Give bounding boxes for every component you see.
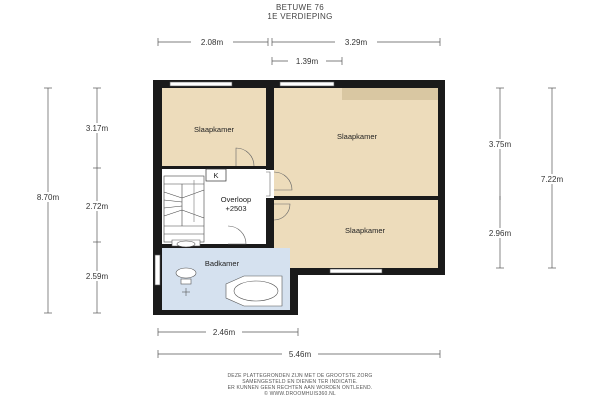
dim-right-total-label: 7.22m [540,175,564,184]
stair-outline [164,176,204,242]
disclaimer-line-1: DEZE PLATTEGRONDEN ZIJN MET DE GROOTSTE ZORG [227,373,373,379]
floor-title: 1E VERDIEPING [267,12,333,21]
wardrobe-fill [342,88,438,100]
disclaimer-line-4: © WWW.DROOMHUIS360.NL [264,391,336,397]
window-bedroom-2 [280,82,334,86]
window-bedroom-3 [330,269,382,273]
closet-label: K [213,171,219,180]
bedroom-3-label: Slaapkamer [344,226,386,235]
bedroom-1-label: Slaapkamer [193,125,235,134]
dim-top-left-label: 2.08m [200,38,224,47]
dim-right-top-label: 3.75m [488,140,512,149]
window-bedroom-1 [170,82,232,86]
landing-level-label: +2503 [225,204,247,213]
wall-bath-right [290,268,298,315]
bedroom-2-fill [274,88,438,196]
disclaimer-line-2: SAMENGESTELD EN DIENEN TER INDICATIE. [242,379,358,385]
address-title: BETUWE 76 [275,3,325,12]
staircase [164,176,204,242]
bedroom-2-label: Slaapkamer [336,132,378,141]
wall-mid-lower [266,198,274,248]
wall-bottom [153,310,298,315]
dim-left-top-label: 3.17m [85,124,109,133]
disclaimer-line-3: ER KUNNEN GEEN RECHTEN AAN WORDEN ONTLEEND. [227,385,373,391]
dim-bottom-label: 2.46m [212,328,236,337]
landing-label: Overloop [220,195,252,204]
dim-total-height-label: 8.70m [36,193,60,202]
bathroom-label: Badkamer [204,259,240,268]
window-bathroom [155,255,160,285]
dim-top-right-label: 3.29m [344,38,368,47]
door-frame-landing [266,172,270,196]
dim-sub-label: 1.39m [295,57,319,66]
wall-right [438,80,445,275]
dim-left-mid-label: 2.72m [85,202,109,211]
dim-left-bottom-label: 2.59m [85,272,109,281]
dim-right-bottom-label: 2.96m [488,229,512,238]
dim-total-width-label: 5.46m [288,350,312,359]
toilet [176,268,196,278]
wall-between-bedrooms [274,196,438,200]
wall-mid-upper [266,80,274,170]
disclaimer [0,373,600,397]
wall-bedroom1-bottom [162,166,266,169]
